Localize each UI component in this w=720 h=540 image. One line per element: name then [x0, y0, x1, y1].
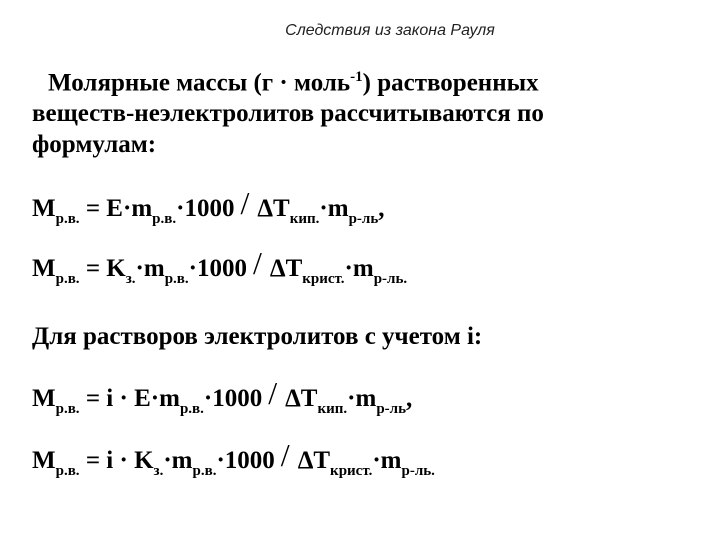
- formula-electrolyte-freezing: [32, 437, 435, 479]
- formula-eq: = i · K: [79, 447, 154, 474]
- formula-slash: /: [253, 245, 262, 281]
- section-title-electrolytes: Для растворов электролитов с учетом i:: [32, 323, 483, 350]
- formula-m2: ·m: [344, 255, 374, 282]
- formula-M-sub: р.в.: [55, 463, 80, 479]
- formula-factor: ·1000: [216, 447, 275, 474]
- formula-dT: ΔT: [285, 385, 318, 412]
- formula-m2-sub: р-ль: [348, 211, 379, 227]
- formula-k-sub: з.: [125, 271, 136, 287]
- formula-m2-sub: р-ль.: [401, 463, 435, 479]
- formula-slash: /: [240, 185, 250, 221]
- formula-nonelectrolyte-boiling: [32, 185, 385, 227]
- formula-M: M: [32, 255, 56, 282]
- formula-M-sub: р.в.: [55, 401, 80, 417]
- formula-eq: = E·m: [79, 195, 153, 222]
- formula-m-sub: р.в.: [152, 211, 177, 227]
- formula-dT: ΔT: [269, 255, 303, 282]
- formula-k-sub: з.: [153, 463, 164, 479]
- formula-M-sub: р.в.: [55, 271, 80, 287]
- formula-factor: ·1000: [176, 195, 235, 222]
- formula-nonelectrolyte-freezing: [32, 245, 408, 287]
- intro-line2: веществ-неэлектролитов рассчитываются по: [32, 100, 544, 128]
- intro-line3: формулам:: [32, 131, 157, 159]
- intro-line1-b: ) растворенных: [362, 69, 539, 97]
- formula-eq: = i · E·m: [79, 385, 180, 412]
- formula-eq: = K: [79, 255, 126, 282]
- formula-m2: ·m: [319, 195, 349, 222]
- formula-m2-sub: р-ль: [376, 401, 407, 417]
- formula-dT-sub: крист.: [302, 271, 345, 287]
- formula-slash: /: [280, 437, 290, 473]
- intro-paragraph: [32, 62, 692, 160]
- formula-dT: ΔT: [297, 447, 331, 474]
- formula-slash: /: [268, 375, 278, 411]
- formula-dT-sub: кип.: [317, 401, 348, 417]
- formula-end: ,: [378, 195, 385, 222]
- formula-m2-sub: р-ль.: [373, 271, 408, 287]
- formula-m-sub: р.в.: [192, 463, 217, 479]
- formula-m2: ·m: [347, 385, 377, 412]
- slide-title: Следствия из закона Рауля: [285, 22, 495, 39]
- formula-m2: ·m: [372, 447, 402, 474]
- formula-factor: ·1000: [188, 255, 248, 282]
- formula-M: M: [32, 447, 56, 474]
- formula-m-sub: р.в.: [179, 401, 204, 417]
- formula-end: ,: [406, 385, 413, 412]
- formula-dT-sub: кип.: [289, 211, 320, 227]
- formula-m: ·m: [163, 447, 193, 474]
- formula-dT-sub: крист.: [330, 463, 373, 479]
- formula-m-sub: р.в.: [164, 271, 189, 287]
- intro-line1-a: Молярные массы (г · моль: [48, 69, 351, 97]
- formula-factor: ·1000: [203, 385, 263, 412]
- formula-M-sub: р.в.: [55, 211, 80, 227]
- formula-dT: ΔT: [257, 195, 290, 222]
- formula-m: ·m: [135, 255, 165, 282]
- intro-line1-sup: -1: [350, 69, 363, 85]
- formula-M: M: [32, 195, 56, 222]
- formula-M: M: [32, 385, 56, 412]
- formula-electrolyte-boiling: [32, 375, 413, 417]
